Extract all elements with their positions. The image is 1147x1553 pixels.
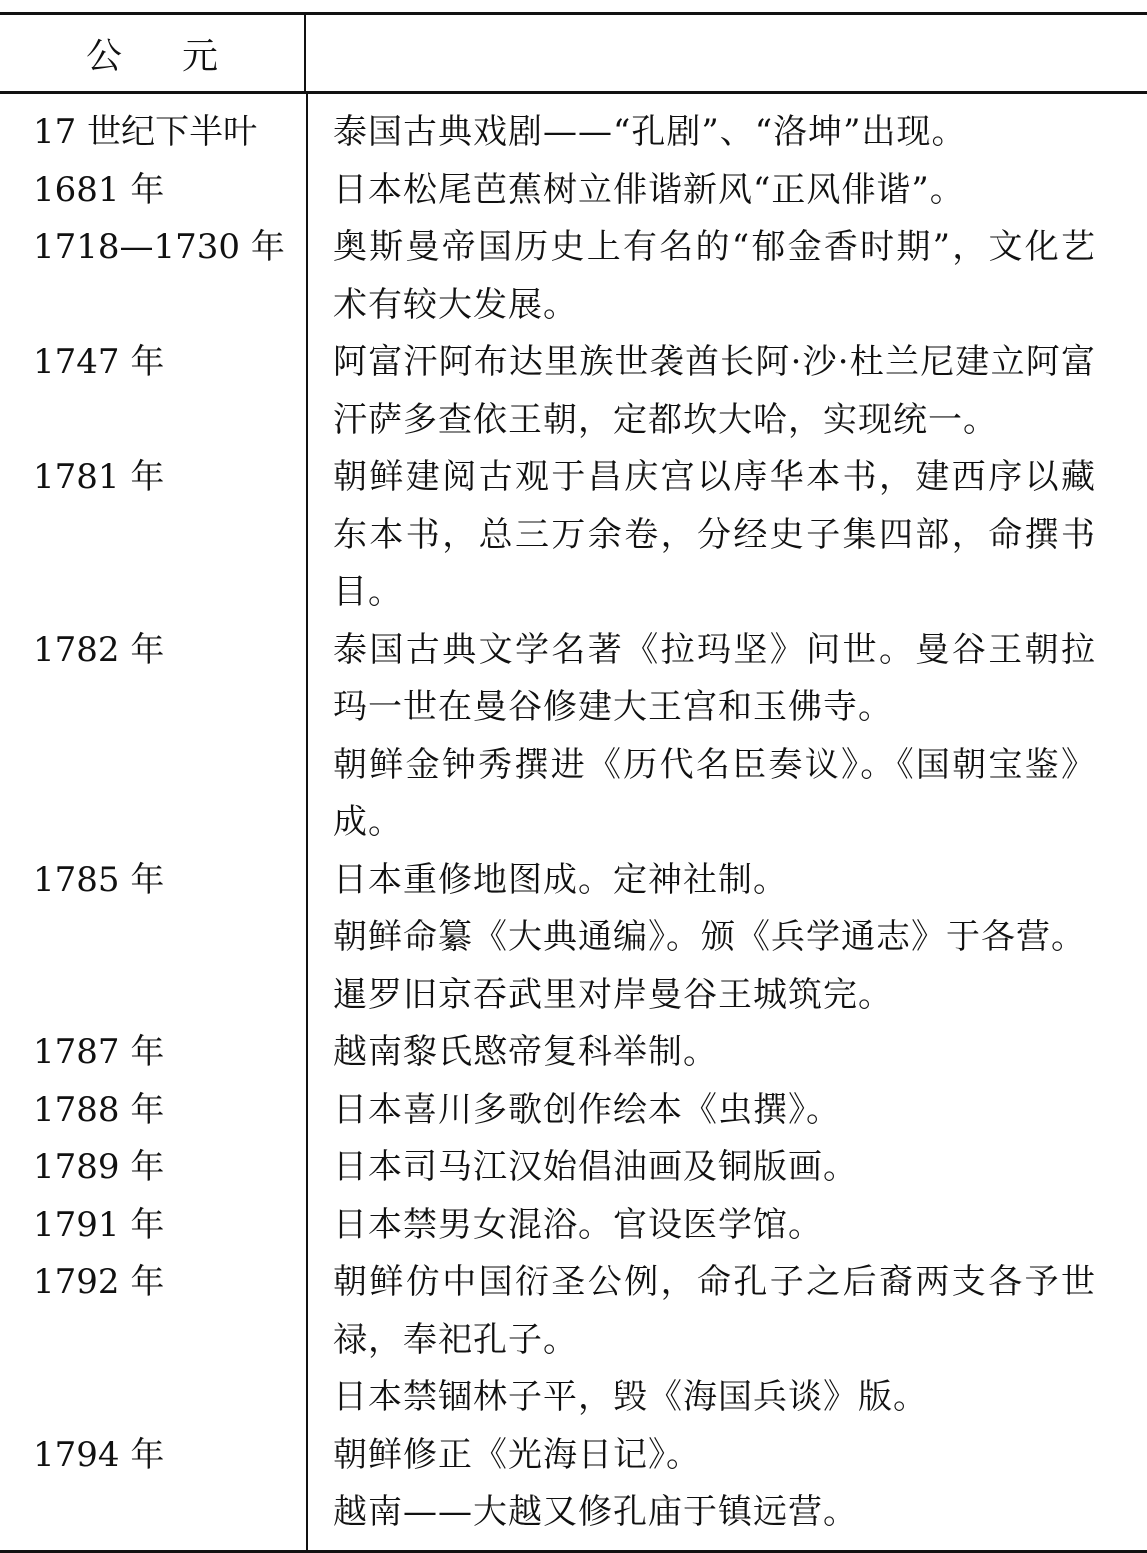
table-row xyxy=(0,1254,1147,1369)
year-cell: 17 世纪下半叶 xyxy=(33,112,258,152)
event-cell: 泰国古典文学名著《拉玛坚》问世。曼谷王朝拉玛一世在曼谷修建大王宫和玉佛寺。 xyxy=(333,629,1096,727)
header-year: 公元 xyxy=(0,15,306,91)
event-cell: 朝鲜仿中国衍圣公例，命孔子之后裔两支各予世禄，奉祀孔子。 xyxy=(333,1262,1096,1360)
year-cell: 1788 年 xyxy=(33,1089,165,1130)
chronology-table xyxy=(0,12,1147,1553)
table-row xyxy=(0,967,1147,1025)
table-row xyxy=(0,334,1147,449)
table-row xyxy=(0,162,1147,220)
event-cell: 日本司马江汉始倡油画及铜版画。 xyxy=(333,1147,858,1187)
table-header xyxy=(0,15,1147,94)
event-cell: 越南——大越又修孔庙于镇远营。 xyxy=(333,1492,858,1532)
event-cell: 日本禁男女混浴。官设医学馆。 xyxy=(333,1204,823,1245)
table-row xyxy=(0,449,1147,622)
table-row xyxy=(0,1139,1147,1197)
year-cell xyxy=(0,909,306,967)
year-cell: 1787 年 xyxy=(33,1032,165,1072)
event-cell: 日本重修地图成。定神社制。 xyxy=(333,859,788,900)
year-cell: 1785 年 xyxy=(33,859,165,900)
table-row xyxy=(0,1484,1147,1542)
table-row xyxy=(0,104,1147,162)
year-cell: 1792 年 xyxy=(33,1262,165,1302)
year-cell xyxy=(0,967,306,1025)
event-cell: 日本松尾芭蕉树立俳谐新风“正风俳谐”。 xyxy=(333,169,965,210)
event-cell: 朝鲜建阅古观于昌庆宫以庤华本书，建西序以藏东本书，总三万余卷，分经史子集四部，命撰书目。 xyxy=(333,457,1096,612)
table-row xyxy=(0,1024,1147,1082)
year-cell: 1781 年 xyxy=(33,457,165,497)
event-cell: 朝鲜金钟秀撰进《历代名臣奏议》。《国朝宝鉴》成。 xyxy=(333,744,1096,842)
table-row xyxy=(0,1082,1147,1140)
table-row xyxy=(0,219,1147,334)
event-cell: 暹罗旧京吞武里对岸曼谷王城筑完。 xyxy=(333,974,893,1015)
event-cell: 日本喜川多歌创作绘本《虫撰》。 xyxy=(333,1089,841,1130)
event-cell: 朝鲜命纂《大典通编》。颁《兵学通志》于各营。 xyxy=(333,917,1086,957)
table-body xyxy=(0,94,1147,1550)
table-row xyxy=(0,1369,1147,1427)
year-cell: 1794 年 xyxy=(33,1434,165,1475)
year-cell: 1782 年 xyxy=(33,629,165,670)
year-cell xyxy=(0,1484,306,1542)
year-cell xyxy=(0,737,306,852)
table-row xyxy=(0,737,1147,852)
year-cell xyxy=(0,1369,306,1427)
event-cell: 越南黎氏愍帝复科举制。 xyxy=(333,1032,718,1072)
year-cell: 1681 年 xyxy=(33,169,165,210)
table-row xyxy=(0,622,1147,737)
table-row xyxy=(0,852,1147,910)
table-row xyxy=(0,1197,1147,1255)
year-cell: 1747 年 xyxy=(33,342,165,382)
event-cell: 日本禁锢林子平，毁《海国兵谈》版。 xyxy=(333,1377,928,1417)
table-row xyxy=(0,1427,1147,1485)
event-cell: 奥斯曼帝国历史上有名的“郁金香时期”，文化艺术有较大发展。 xyxy=(333,227,1096,325)
table-row xyxy=(0,909,1147,967)
event-cell: 泰国古典戏剧——“孔剧”、“洛坤”出现。 xyxy=(333,112,967,152)
event-cell: 阿富汗阿布达里族世袭酋长阿·沙·杜兰尼建立阿富汗萨多查依王朝，定都坎大哈，实现统一。 xyxy=(333,342,1096,440)
event-cell: 朝鲜修正《光海日记》。 xyxy=(333,1434,701,1475)
year-cell: 1791 年 xyxy=(33,1204,165,1245)
year-cell: 1789 年 xyxy=(33,1147,165,1187)
year-cell: 1718—1730 年 xyxy=(33,227,285,267)
header-event xyxy=(306,15,1147,91)
